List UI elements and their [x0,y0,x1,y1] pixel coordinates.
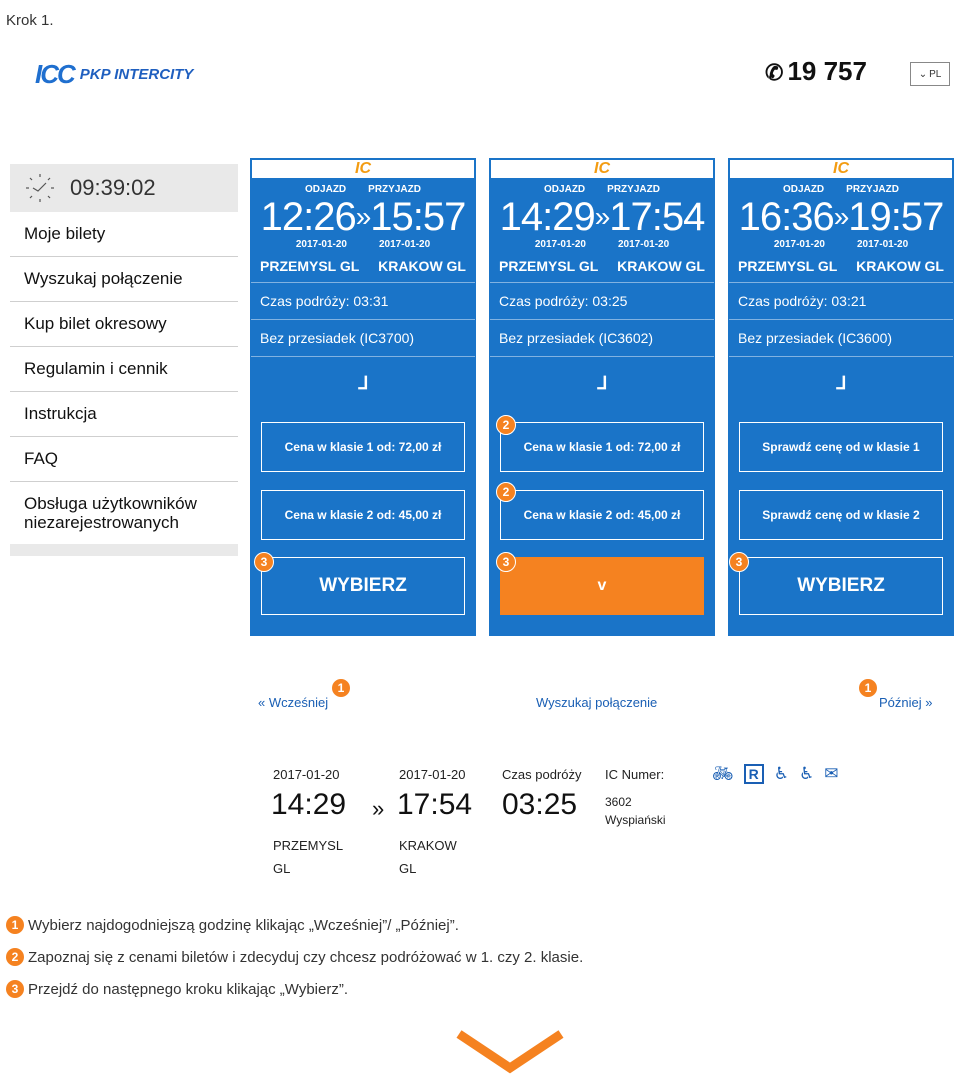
expand-details-icon[interactable]: ᒧ [596,373,608,393]
carrier-logo: IC [729,159,953,178]
transfers: Bez przesiadek (IC3700) [251,320,475,357]
detail-train-name: Wyspiański [605,813,666,827]
sidebar-item-season-ticket[interactable]: Kup bilet okresowy [10,302,238,347]
duration: Czas podróży: 03:25 [490,282,714,320]
sidebar [10,164,238,556]
detail-from-line2: GL [273,861,291,876]
accessible-seat-icon: ♿︎ [798,764,815,783]
departure-time: 16:36 [738,195,834,239]
search-connection-link[interactable]: Wyszukaj połączenie [536,695,658,710]
chevron-down-icon [455,1030,565,1074]
legend-item-1 [6,916,459,934]
step-2-badge: 2 [6,948,24,966]
detail-arrival-date: 2017-01-20 [399,767,466,782]
sidebar-item-faq[interactable]: FAQ [10,437,238,482]
expand-details-icon[interactable]: ᒧ [357,373,369,393]
envelope-icon: ✉ [824,764,839,783]
price-class-2-button[interactable]: Cena w klasie 2 od: 45,00 zł [261,490,465,540]
bicycle-icon: 🚲︎ [712,764,734,783]
sidebar-item-search-connection[interactable]: Wyszukaj połączenie [10,257,238,302]
connection-card-1 [250,158,476,636]
step-1-badge: 1 [6,916,24,934]
duration: Czas podróży: 03:21 [729,282,953,320]
detail-train-number: 3602 [605,795,632,809]
logo-text: PKP INTERCITY [79,65,194,83]
select-button[interactable]: WYBIERZ [739,557,943,615]
clock-time: 09:39:02 [70,175,156,200]
arrival-date: 2017-01-20 [379,239,431,250]
pkp-intercity-logo[interactable] [35,60,245,88]
check-price-class-2-button[interactable]: Sprawdź cenę od w klasie 2 [739,490,943,540]
detail-arrow: » [372,796,385,821]
times: 14:29»17:54 [499,195,705,239]
clock-icon [24,172,56,204]
to-station: KRAKOW GL [617,258,705,274]
language-select[interactable] [910,62,950,86]
step-3-badge: 3 [496,552,516,572]
detail-to-line1: KRAKOW [399,838,457,853]
arrival-date: 2017-01-20 [857,239,909,250]
detail-arrival-time: 17:54 [397,788,473,821]
arrival-label: PRZYJAZD [368,184,421,195]
departure-date: 2017-01-20 [773,239,825,250]
amenities-icons [712,764,838,784]
legend-text: Przejdź do następnego kroku klikając „Wybierz”. [28,980,349,998]
from-station: PRZEMYSL GL [738,258,838,274]
hotline [765,56,867,87]
detail-departure-date: 2017-01-20 [273,767,340,782]
departure-label: ODJAZD [783,184,825,195]
price-class-2-button[interactable]: Cena w klasie 2 od: 45,00 zł [500,490,704,540]
check-price-class-1-button[interactable]: Sprawdź cenę od w klasie 1 [739,422,943,472]
earlier-link[interactable]: « Wcześniej [258,695,329,710]
language-value: PL [929,68,942,80]
departure-date: 2017-01-20 [534,239,586,250]
departure-label: ODJAZD [544,184,586,195]
times: 12:26»15:57 [260,195,466,239]
chevron-down-icon: ⌄ [918,68,928,80]
detail-duration: 03:25 [502,788,578,821]
clock-row [10,164,238,212]
later-link[interactable]: Później » [879,695,933,710]
step-3-badge: 3 [729,552,749,572]
to-station: KRAKOW GL [856,258,944,274]
selected-collapse-button[interactable]: v [500,557,704,615]
reservation-icon: R [744,764,764,784]
connection-card-2 [489,158,715,636]
transfers: Bez przesiadek (IC3600) [729,320,953,357]
legend-item-2 [6,948,583,966]
step-1-badge: 1 [858,678,878,698]
detail-to-line2: GL [399,861,417,876]
legend-text: Zapoznaj się z cenami biletów i zdecyduj czy chcesz podróżować w 1. czy 2. klasie. [28,948,584,966]
departure-time: 12:26 [260,195,356,239]
to-station: KRAKOW GL [378,258,466,274]
carrier-logo: IC [251,159,475,178]
sidebar-item-unregistered[interactable]: Obsługa użytkowników niezarejestrowanych [24,494,197,532]
phone-number: 19 757 [787,56,867,86]
detail-departure-time: 14:29 [271,788,347,821]
times: 16:36»19:57 [738,195,944,239]
phone-icon: ✆ [765,60,784,85]
arrival-time: 19:57 [848,195,944,239]
legend-item-3 [6,980,348,998]
connection-card-3 [728,158,954,636]
arrival-label: PRZYJAZD [607,184,660,195]
select-button[interactable]: WYBIERZ [261,557,465,615]
arrival-date: 2017-01-20 [618,239,670,250]
price-class-1-button[interactable]: Cena w klasie 1 od: 72,00 zł [261,422,465,472]
departure-label: ODJAZD [305,184,347,195]
step-2-badge: 2 [496,482,516,502]
step-3-badge: 3 [254,552,274,572]
step-3-badge: 3 [6,980,24,998]
from-station: PRZEMYSL GL [499,258,599,274]
seated-person-icon: ♿︎ [773,764,789,783]
arrival-time: 15:57 [370,195,466,239]
sidebar-footer [10,544,238,556]
from-station: PRZEMYSL GL [260,258,360,274]
detail-duration-label: Czas podróży [502,767,582,782]
step-label: Krok 1. [6,12,54,29]
sidebar-item-regulations[interactable]: Regulamin i cennik [10,347,238,392]
ic-logo-mark: ICC [35,58,74,89]
transfers: Bez przesiadek (IC3602) [490,320,714,357]
arrival-time: 17:54 [609,195,705,239]
price-class-1-button[interactable]: Cena w klasie 1 od: 72,00 zł [500,422,704,472]
departure-time: 14:29 [499,195,595,239]
departure-date: 2017-01-20 [295,239,347,250]
step-2-badge: 2 [496,415,516,435]
expand-details-icon[interactable]: ᒧ [835,373,847,393]
step-1-badge: 1 [331,678,351,698]
sidebar-item-instructions[interactable]: Instrukcja [10,392,238,437]
detail-ic-label: IC Numer: [605,767,665,782]
carrier-logo: IC [490,159,714,178]
legend-text: Wybierz najdogodniejszą godzinę klikając „Wcześniej”/ „Później”. [28,916,459,934]
duration: Czas podróży: 03:31 [251,282,475,320]
arrival-label: PRZYJAZD [846,184,899,195]
sidebar-item-my-tickets[interactable]: Moje bilety [10,212,238,257]
detail-from-line1: PRZEMYSL [273,838,344,853]
